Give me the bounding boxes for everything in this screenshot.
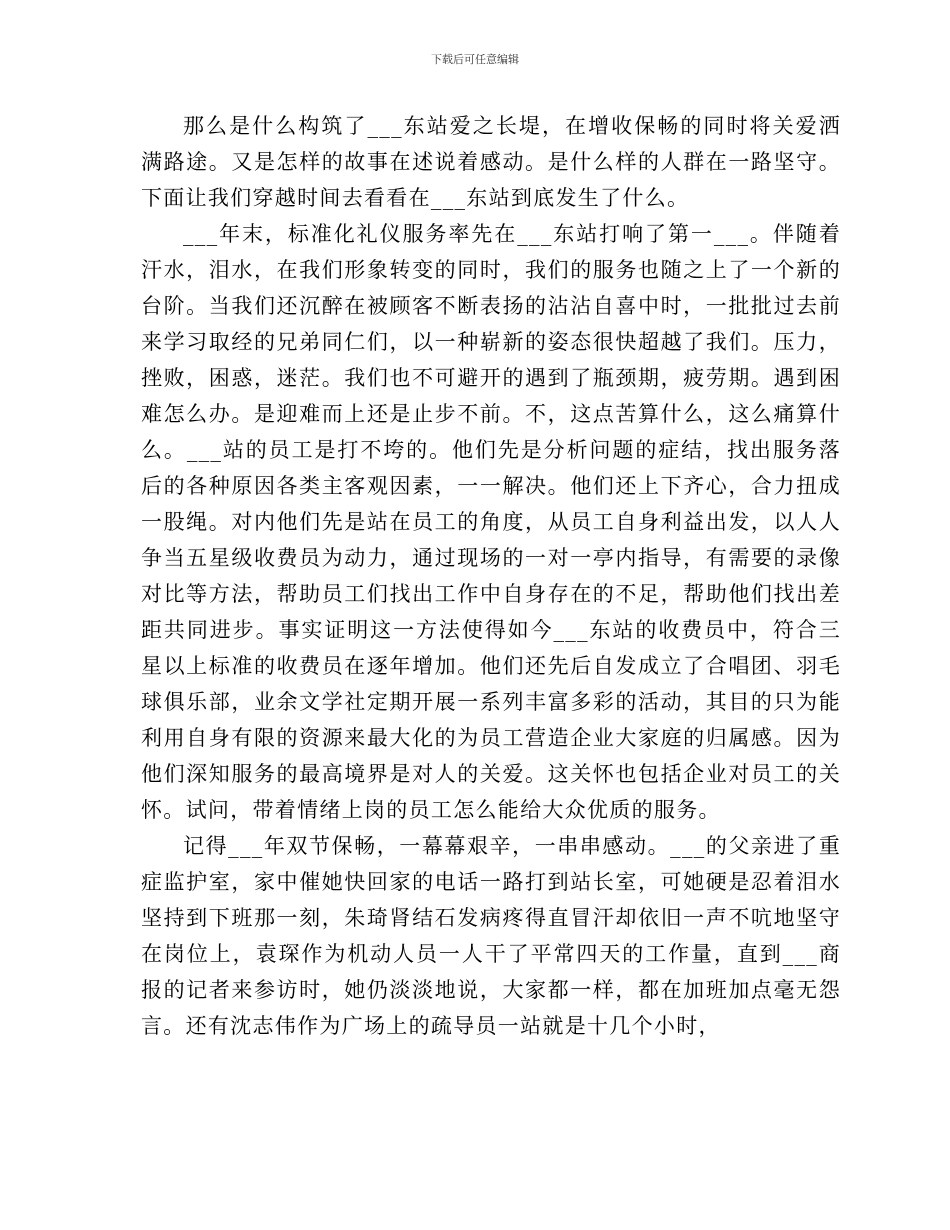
paragraph-3: 记得___年双节保畅，一幕幕艰辛，一串串感动。___的父亲进了重症监护室，家中催她快回家的电话一路打到站长室，可她硬是忍着泪水坚持到下班那一刻，朱琦肾结石发病疼得直冒汗却依旧一声不吭地坚守在岗位上，袁琛作为机动人员一人干了平常四天的工作量，直到___商报的记者来参访时，她仍淡淡地说，大家都一样，都在加班加点毫无怨言。还有沈志伟作为广场上的疏导员一站就是十几个小时，	[141, 834, 841, 1038]
page-header-note: 下载后可任意编辑	[431, 53, 519, 66]
document-body	[141, 108, 841, 1044]
paragraph-2: ___年末，标准化礼仪服务率先在___东站打响了第一___。伴随着汗水，泪水，在我们形象转变的同时，我们的服务也随之上了一个新的台阶。当我们还沉醉在被顾客不断表扬的沾沾自喜中时，一批批过去前来学习取经的兄弟同仁们，以一种崭新的姿态很快超越了我们。压力，挫败，困惑，迷茫。我们也不可避开的遇到了瓶颈期，疲劳期。遇到困难怎么办。是迎难而上还是止步不前。不，这点苦算什么，这么痛算什么。___站的员工是打不垮的。他们先是分析问题的症结，找出服务落后的各种原因各类主客观因素，一一解决。他们还上下齐心，合力扭成一股绳。对内他们先是站在员工的角度，从员工自身利益出发，以人人争当五星级收费员为动力，通过现场的一对一亭内指导，有需要的录像对比等方法，帮助员工们找出工作中自身存在的不足，帮助他们找出差距共同进步。事实证明这一方法使得如今___东站的收费员中，符合三星以上标准的收费员在逐年增加。他们还先后自发成立了合唱团、羽毛球俱乐部，业余文学社定期开展一系列丰富多彩的活动，其目的只为能利用自身有限的资源来最大化的为员工营造企业大家庭的归属感。因为他们深知服务的最高境界是对人的关爱。这关怀也包括企业对员工的关怀。试问，带着情绪上岗的员工怎么能给大众优质的服务。	[141, 222, 841, 822]
paragraph-1: 那么是什么构筑了___东站爱之长堤，在增收保畅的同时将关爱洒满路途。又是怎样的故事在述说着感动。是什么样的人群在一路坚守。下面让我们穿越时间去看看在___东站到底发生了什么。	[141, 114, 841, 210]
